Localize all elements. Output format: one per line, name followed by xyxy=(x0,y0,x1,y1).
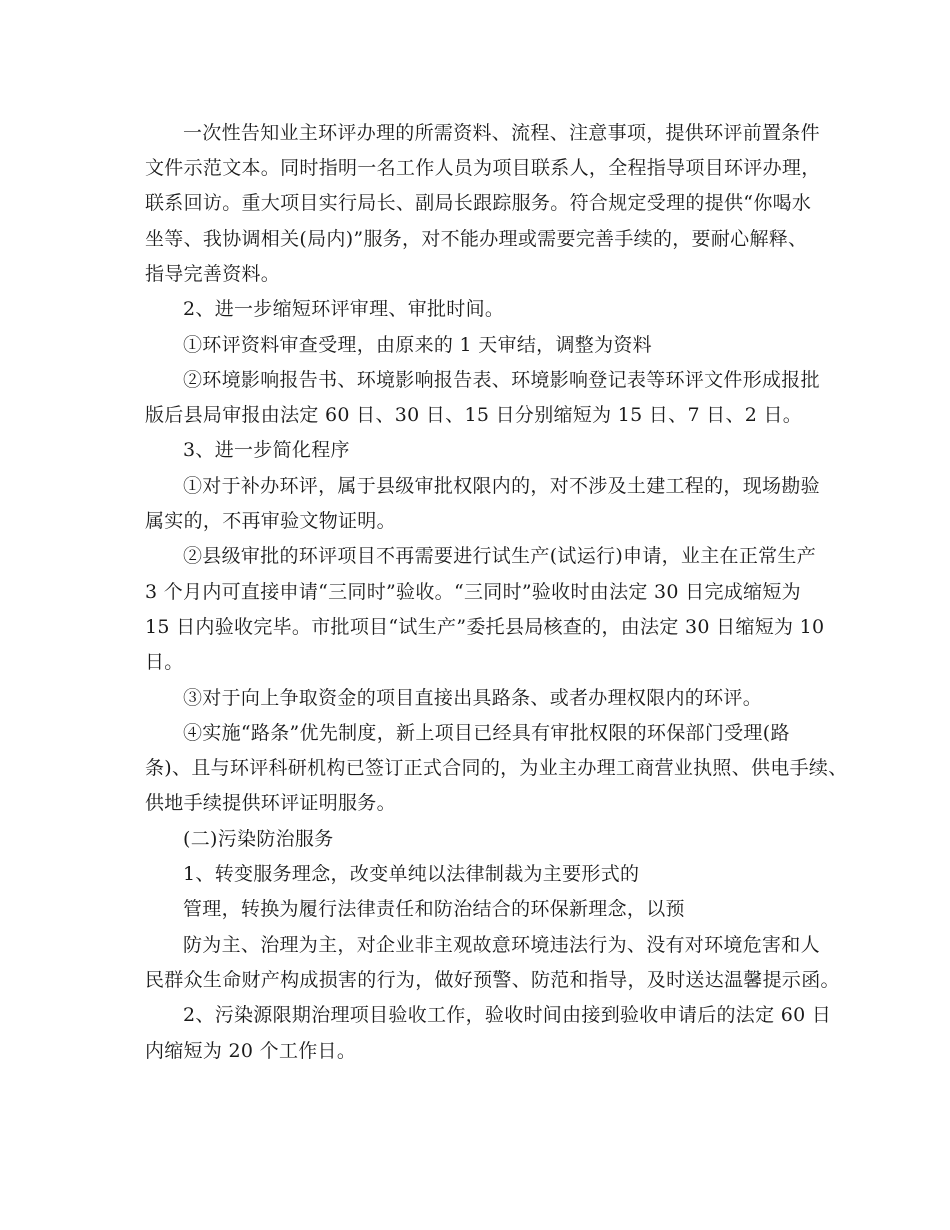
text-line: ①环评资料审查受理，由原来的 1 天审结，调整为资料 xyxy=(183,334,652,356)
text-line: 条)、且与环评科研机构已签订正式合同的，为业主办理工商营业执照、供电手续、 xyxy=(145,757,848,779)
text-line: 2、污染源限期治理项目验收工作，验收时间由接到验收申请后的法定 60 日 xyxy=(183,1004,832,1026)
text-line: 一次性告知业主环评办理的所需资料、流程、注意事项，提供环评前置条件 xyxy=(183,122,820,144)
text-line: 联系回访。重大项目实行局长、副局长跟踪服务。符合规定受理的提供“你喝水 xyxy=(145,192,812,214)
text-line: ②环境影响报告书、环境影响报告表、环境影响登记表等环评文件形成报批 xyxy=(183,369,820,391)
text-line: 民群众生命财产构成损害的行为，做好预警、防范和指导，及时送达温馨提示函。 xyxy=(145,969,840,991)
section-heading: (二)污染防治服务 xyxy=(183,828,334,850)
text-line: ①对于补办环评，属于县级审批权限内的，对不涉及土建工程的，现场勘验 xyxy=(183,475,820,497)
text-line: 15 日内验收完毕。市批项目“试生产”委托县局核查的，由法定 30 日缩短为 10 xyxy=(145,616,825,638)
text-line: 管理，转换为履行法律责任和防治结合的环保新理念，以预 xyxy=(183,898,685,920)
text-line: 2、进一步缩短环评审理、审批时间。 xyxy=(183,298,505,320)
text-line: 日。 xyxy=(145,651,184,673)
text-line: 版后县局审报由法定 60 日、30 日、15 日分别缩短为 15 日、7 日、2 日。 xyxy=(145,404,803,426)
text-line: 坐等、我协调相关(局内)”服务，对不能办理或需要完善手续的，要耐心解释、 xyxy=(145,228,808,250)
text-line: 文件示范文本。同时指明一名工作人员为项目联系人，全程指导项目环评办理， xyxy=(145,157,821,179)
text-line: ④实施“路条”优先制度，新上项目已经具有审批权限的环保部门受理(路 xyxy=(183,722,790,744)
text-line: ③对于向上争取资金的项目直接出具路条、或者办理权限内的环评。 xyxy=(183,687,763,709)
text-line: 指导完善资料。 xyxy=(145,263,281,285)
text-line: 防为主、治理为主，对企业非主观故意环境违法行为、没有对环境危害和人 xyxy=(183,934,820,956)
text-line: 属实的，不再审验文物证明。 xyxy=(145,510,396,532)
text-line: 内缩短为 20 个工作日。 xyxy=(145,1040,357,1062)
text-line: 3 个月内可直接申请“三同时”验收。“三同时”验收时由法定 30 日完成缩短为 xyxy=(145,581,801,603)
text-line: ②县级审批的环评项目不再需要进行试生产(试运行)申请，业主在正常生产 xyxy=(183,545,817,567)
text-line: 1、转变服务理念，改变单纯以法律制裁为主要形式的 xyxy=(183,863,640,885)
text-line: 供地手续提供环评证明服务。 xyxy=(145,792,396,814)
text-line: 3、进一步简化程序 xyxy=(183,439,350,461)
